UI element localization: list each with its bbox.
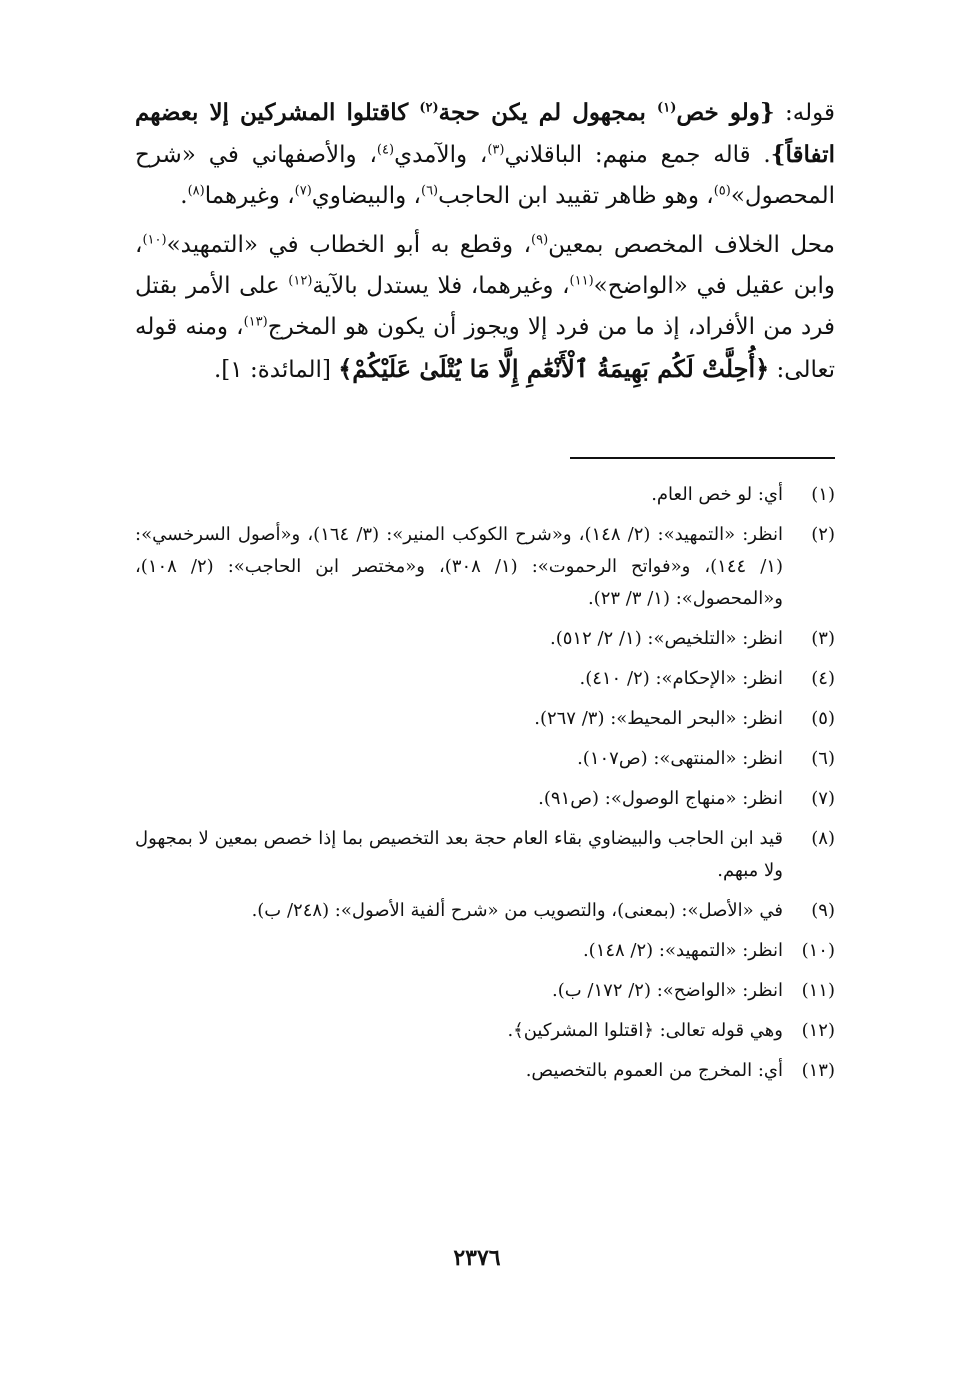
footnote-item — [135, 703, 835, 735]
footnote-ref: (٨) — [187, 183, 205, 199]
footnote-ref: (٤) — [376, 142, 395, 158]
text-segment: ، وغيرهما، فلا يستدل بالآية — [312, 273, 570, 299]
footnote-item — [135, 1015, 835, 1047]
footnote-number: (١٣) — [801, 1060, 835, 1081]
footnote-text: انظر: «المنتهى»: (ص١٠٧). — [577, 748, 783, 769]
footnote-ref: (٢) — [419, 100, 439, 116]
footnote-ref: (١٣) — [243, 314, 268, 330]
footnote-item — [135, 895, 835, 927]
footnote-item — [135, 519, 835, 615]
footnote-text: قيد ابن الحاجب والبيضاوي بقاء العام حجة بعد التخصيص بما إذا خصص بمعين لا بمجهول ولا مبهم. — [135, 828, 783, 881]
footnote-text: انظر: «التمهيد»: (٢/ ١٤٨)، و«شرح الكوكب المنير»: (٣/ ١٦٤)، و«أصول السرخسي»: (١/ ١٤٤)، و«فواتح الرحموت»: (١/ ٣٠٨)، و«مختصر ابن الحاجب»: (٢/ ١٠٨)، و«المحصول»: (١/ ٣/ ٢٣). — [135, 524, 783, 609]
footnote-number: (١) — [811, 484, 835, 505]
text-segment: محل الخلاف المخصص بمعين — [548, 232, 835, 258]
main-text — [135, 92, 835, 391]
text-segment: . — [180, 183, 188, 209]
footnote-text: أي: لو خص العام. — [651, 484, 783, 505]
footnote-item — [135, 479, 835, 511]
text-segment: ، وابن عقيل في «الواضح» — [135, 232, 835, 299]
footnote-item — [135, 975, 835, 1007]
footnote-ref: (١) — [657, 100, 677, 116]
footnote-number: (١٠) — [801, 940, 835, 961]
footnote-number: (١٢) — [801, 1020, 835, 1041]
footnote-text: انظر: «الواضح»: (٢/ ١٧٢/ ب). — [552, 980, 783, 1001]
footnote-number: (١١) — [801, 980, 835, 1001]
footnote-separator — [570, 457, 835, 459]
footnote-ref: (١١) — [569, 273, 594, 289]
footnote-ref: (٣) — [487, 142, 505, 158]
footnote-number: (٣) — [811, 628, 835, 649]
footnote-item — [135, 783, 835, 815]
text-segment: ، وغيرهما — [204, 183, 295, 209]
text-segment: ، وقطع به أبو الخطاب في «التمهيد» — [166, 232, 531, 258]
footnote-number: (٦) — [811, 748, 835, 769]
footnote-ref: (٩) — [531, 232, 549, 248]
footnote-ref: (٥) — [713, 183, 731, 199]
footnote-item — [135, 1055, 835, 1087]
paragraph-2 — [135, 225, 835, 391]
text-segment: . قاله جمع منهم: الباقلاني — [504, 142, 771, 168]
paragraph-1 — [135, 92, 835, 217]
footnote-text: وهي قوله تعالى: ﴿اقتلوا المشركين﴾. — [507, 1020, 783, 1041]
text-segment: ، والأصفهاني في «شرح المحصول» — [135, 142, 835, 209]
footnote-text: انظر: «التلخيص»: (١/ ٢/ ٥١٢). — [549, 628, 783, 649]
footnote-number: (٩) — [811, 900, 835, 921]
footnote-number: (٧) — [811, 788, 835, 809]
footnote-item — [135, 935, 835, 967]
footnote-text: انظر: «التمهيد»: (٢/ ١٤٨). — [582, 940, 783, 961]
footnote-item — [135, 743, 835, 775]
matn-text: {ولو خص$^{(١)}$ بمجهول لم يكن حجة$^{(٢)}$ كاقتلوا المشركين إلا بعضهم اتفاقاً} — [135, 99, 835, 168]
footnote-ref: (١٢) — [288, 273, 313, 289]
footnote-text: انظر: «البحر المحيط»: (٣/ ٢٦٧). — [534, 708, 783, 729]
footnote-number: (٥) — [811, 708, 835, 729]
text-segment: ، ومنه قوله تعالى: — [135, 314, 835, 383]
footnote-number: (٤) — [811, 668, 835, 689]
footnote-ref: (٧) — [294, 183, 312, 199]
text-segment: ، والآمدي — [394, 142, 488, 168]
quran-verse: ﴿أُحِلَّتْ لَكُم بَهِيمَةُ ٱلْأَنْعَٰمِ إِلَّا مَا يُتْلَىٰ عَلَيْكُمْ﴾ — [338, 354, 770, 383]
footnote-text: في «الأصل»: (بمعنى)، والتصويب من «شرح ألفية الأصول»: (٢٤٨/ ب). — [251, 900, 783, 921]
footnote-number: (٨) — [811, 828, 835, 849]
footnotes — [135, 479, 835, 1087]
text-segment: ، والبيضاوي — [311, 183, 421, 209]
footnote-text: أي: المخرج من العموم بالتخصيص. — [525, 1060, 783, 1081]
page-number: ٢٣٧٦ — [453, 1245, 501, 1271]
footnote-item — [135, 623, 835, 655]
footnote-number: (٢) — [811, 524, 835, 545]
footnote-item — [135, 663, 835, 695]
footnote-text: انظر: «منهاج الوصول»: (ص٩١). — [538, 788, 783, 809]
page-body — [135, 92, 835, 1095]
footnote-item — [135, 823, 835, 887]
footnote-ref: (٦) — [420, 183, 439, 199]
text-segment: قوله: — [774, 100, 835, 126]
footnote-ref: (١٠) — [142, 232, 167, 248]
text-segment: على الأمر بقتل فرد من الأفراد، إذ ما من فرد إلا ويجوز أن يكون هو المخرج — [135, 273, 835, 340]
footnote-text: انظر: «الإحكام»: (٢/ ٤١٠). — [579, 668, 783, 689]
text-segment: ، وهو ظاهر تقييد ابن الحاجب — [438, 183, 714, 209]
text-segment: [المائدة: ١]. — [214, 357, 339, 383]
